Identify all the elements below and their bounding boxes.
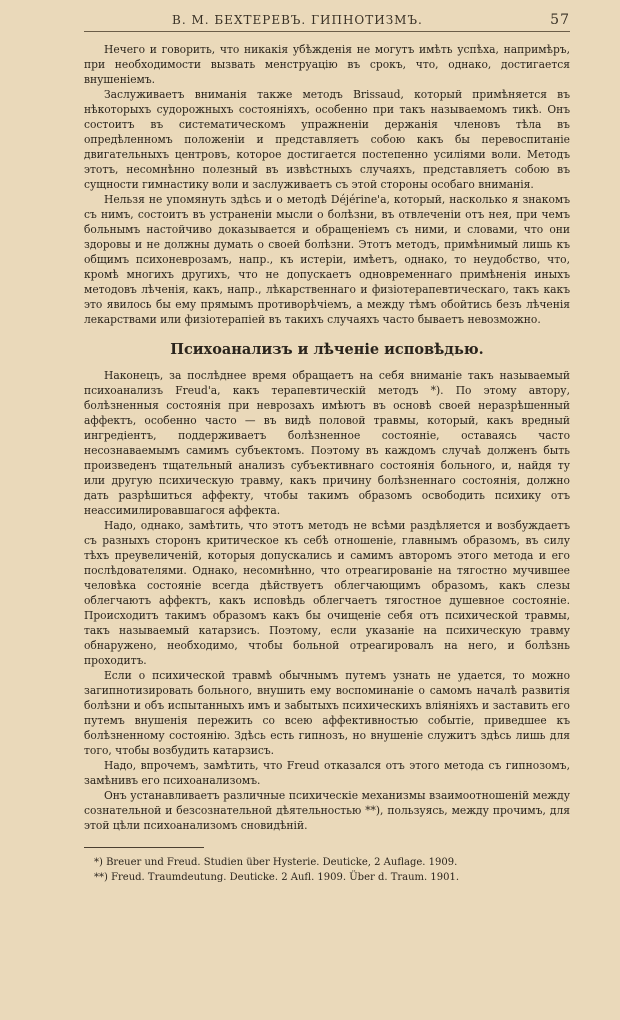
paragraph: Наконецъ, за послѣднее время обращаетъ на себя вниманіе такъ называемый психоанализъ Freud'a, какъ терапевтическій методъ *). По этому автору, болѣзненныя состоянія при неврозахъ имѣютъ въ основѣ своей неразрѣшенный аффектъ, особенно часто — въ видѣ половой травмы, который, какъ вредный ингредіентъ, поддерживаетъ болѣзненное состояніе, оставаясь часто несознаваемымъ самимъ субъектомъ. Поэтому въ каждомъ случаѣ долженъ быть произведенъ тщательный анализъ субъективнаго состоянія больного, и, найдя ту или другую психическую травму, какъ причину болѣзненнаго состоянія, должно дать разрѣшиться аффекту, чтобы такимъ образомъ освободить психику отъ неассимилировавшагося аффекта. <box>84 369 570 517</box>
paragraph: Нечего и говорить, что никакія убѣжденія не могутъ имѣть успѣха, напримѣръ, при необходимости вызвать менструацію въ срокъ, что, однако, достигается внушеніемъ. <box>84 43 570 86</box>
paragraph: Онъ устанавливаетъ различные психическіе механизмы взаимоотношеній между сознательной и безсознательной дѣятельностью **), пользуясь, между прочимъ, для этой цѣли психоанализомъ сновидѣній. <box>84 789 570 832</box>
paragraph: Если о психической травмѣ обычнымъ путемъ узнать не удается, то можно загипнотизировать больного, внушить ему воспоминаніе о самомъ началѣ развитія болѣзни и объ испытанныхъ имъ и забытыхъ психическихъ вліяніяхъ и заставить его путемъ внушенія пережить со всею аффективностью событіе, приведшее къ болѣзненному состоянію. Здѣсь есть гипнозъ, но внушеніе служитъ здѣсь лишь для того, чтобы возбудить катарзисъ. <box>84 669 570 757</box>
running-header <box>84 12 570 32</box>
running-title: В. М. БЕХТЕРЕВЪ. ГИПНОТИЗМЪ. <box>172 13 423 27</box>
page-number: 57 <box>550 12 570 28</box>
body-text-top <box>84 42 570 327</box>
body-text-bottom <box>84 368 570 833</box>
footnotes <box>84 847 570 885</box>
footnote: *) Breuer und Freud. Studien über Hysterie. Deuticke, 2 Auflage. 1909. <box>94 857 458 868</box>
paragraph: Надо, впрочемъ, замѣтить, что Freud отказался отъ этого метода съ гипнозомъ, замѣнивъ его психоанализомъ. <box>84 759 570 787</box>
paragraph: Заслуживаетъ вниманія также методъ Brissaud, который примѣняется въ нѣкоторыхъ судорожныхъ состояніяхъ, особенно при такъ называемомъ тикѣ. Онъ состоитъ въ систематическомъ упражненіи держанія членовъ тѣла въ опредѣленномъ положеніи и представляетъ собою какъ бы перевоспитаніе двигательныхъ центровъ, которое достигается постепенно усиліями воли. Методъ этотъ, несомнѣнно полезный въ извѣстныхъ случаяхъ, представляетъ собою въ сущности гимнастику воли и заслуживаетъ съ этой стороны особаго вниманія. <box>84 88 570 191</box>
paragraph: Надо, однако, замѣтить, что этотъ методъ не всѣми раздѣляется и возбуждаетъ съ разныхъ сторонъ критическое къ себѣ отношеніе, главнымъ образомъ, въ силу тѣхъ преувеличеній, которыя допускались и самимъ авторомъ этого метода и его послѣдователями. Однако, несомнѣнно, что отреагированіе на тягостно мучившее человѣка состояніе всегда дѣйствуетъ облегчающимъ образомъ, какъ слезы облегчаютъ аффектъ, какъ исповѣдь облегчаетъ тягостное душевное состояніе. Происходитъ такимъ образомъ какъ бы очищеніе себя отъ психической травмы, такъ называемый катарзисъ. Поэтому, если указаніе на психическую травму обнаружено, необходимо, чтобы больной отреагировалъ на него, и болѣзнь проходитъ. <box>84 519 570 667</box>
footnote-divider <box>84 847 204 848</box>
section-heading: Психоанализъ и лѣченіе исповѣдью. <box>170 341 484 358</box>
footnote: **) Freud. Traumdeutung. Deuticke. 2 Aufl. 1909. Über d. Traum. 1901. <box>94 872 460 883</box>
paragraph: Нельзя не упомянуть здѣсь и о методѣ Déjérine'a, который, насколько я знакомъ съ нимъ, состоитъ въ устраненіи мысли о болѣзни, въ отвлеченіи отъ нея, при чемъ больнымъ настойчиво доказывается и обращеніемъ съ ними, и словами, что они здоровы и не должны думать о своей болѣзни. Этотъ методъ, примѣнимый лишь къ общимъ психоневрозамъ, напр., къ истеріи, имѣетъ, однако, то неудобство, что, кромѣ многихъ другихъ, что не допускаетъ одновременнаго примѣненія иныхъ методовъ лѣченія, какъ, напр., лѣкарственнаго и физіотерапевтическаго, такъ какъ это явилось бы ему прямымъ противорѣчіемъ, а между тѣмъ обойтись безъ лѣченія лекарствами или физіотерапіей въ такихъ случаяхъ часто бываетъ невозможно. <box>84 193 570 326</box>
